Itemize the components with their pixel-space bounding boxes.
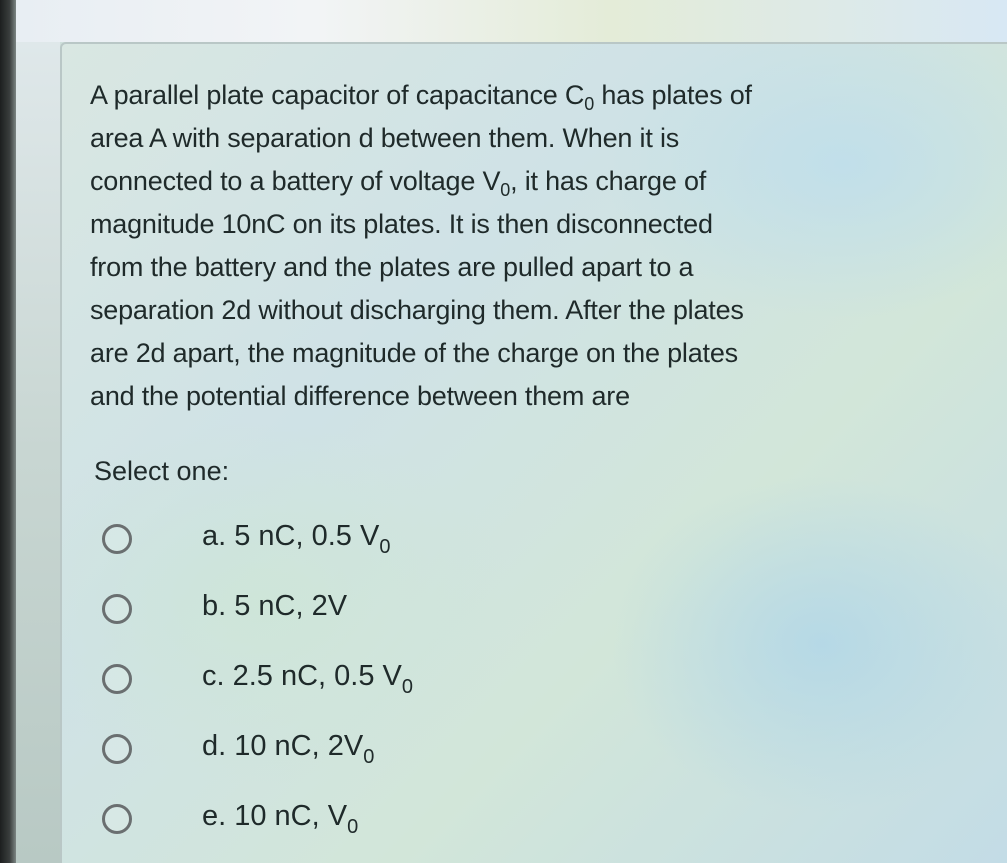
question-text: A parallel plate capacitor of capacitance $C_0$ has plates of area A with separation d between them. When it is connected to a battery of voltage $V_0$, it has charge of magnitude 10nC on its plates. It is then disconnected from the battery and the plates are pulled apart to a separation 2d without discharging them. After the plates are 2d apart, the magnitude of the charge on the plates and the potential difference between them are	[90, 80, 752, 411]
radio-button-icon[interactable]	[102, 664, 132, 694]
left-page-margin	[16, 42, 60, 863]
answer-option-b[interactable]	[102, 582, 602, 652]
answer-option-label[interactable]: b. 5 nC, 2V	[202, 590, 348, 622]
screen-bezel	[0, 0, 16, 863]
answer-options	[102, 512, 602, 862]
answer-option-d[interactable]	[102, 722, 602, 792]
answer-option-e[interactable]	[102, 792, 602, 862]
radio-button-icon[interactable]	[102, 804, 132, 834]
radio-button-icon[interactable]	[102, 524, 132, 554]
answer-option-label[interactable]: c. 2.5 nC, 0.5 $V_0$	[202, 660, 414, 698]
question-card	[60, 42, 1007, 863]
select-one-label: Select one:	[94, 456, 230, 486]
answer-option-label[interactable]: d. 10 nC, $2V_0$	[202, 730, 375, 768]
radio-button-icon[interactable]	[102, 734, 132, 764]
radio-button-icon[interactable]	[102, 594, 132, 624]
answer-option-c[interactable]	[102, 652, 602, 722]
answer-option-label[interactable]: e. 10 nC, $V_0$	[202, 800, 359, 838]
answer-option-label[interactable]: a. 5 nC, 0.5 $V_0$	[202, 520, 391, 558]
answer-option-a[interactable]	[102, 512, 602, 582]
top-background-strip	[16, 0, 1007, 42]
